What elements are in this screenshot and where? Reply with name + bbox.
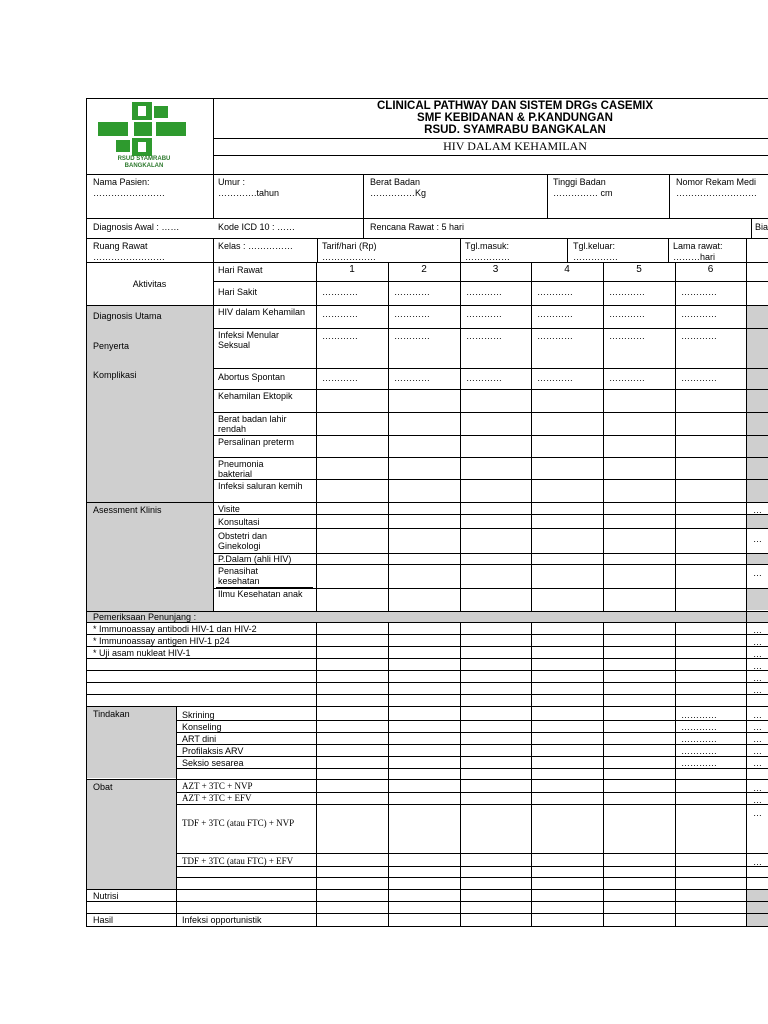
assesment-item: Obstetri dan Ginekologi [218, 531, 268, 551]
day-3: 3 [492, 264, 499, 275]
dots-cell[interactable]: ………… [466, 331, 502, 341]
dots-cell[interactable]: ………… [681, 309, 717, 319]
right-dots: … [753, 673, 762, 683]
document-subtitle: HIV DALAM KEHAMILAN [443, 139, 587, 153]
right-gray-konsultasi [746, 514, 768, 528]
penunjang-label: Pemeriksaan Penunjang : [93, 612, 197, 622]
rekam-medis-value[interactable]: ……………………… [676, 188, 757, 198]
rekam-medis-label: Nomor Rekam Medi [676, 177, 757, 187]
dots-cell[interactable]: ………… [322, 309, 358, 319]
assesment-item: P.Dalam (ahli HIV) [218, 554, 292, 564]
right-dots: … [753, 857, 762, 867]
assesment-item: Penasihat kesehatan [218, 566, 260, 586]
lama-rawat-label: Lama rawat: [673, 241, 723, 251]
assesment-label: Asessment Klinis [93, 505, 162, 515]
rencana-rawat: Rencana Rawat : 5 hari [370, 222, 465, 232]
dots-cell[interactable]: ………… [394, 373, 430, 383]
assesment-item: Ilmu Kesehatan anak [218, 589, 303, 599]
assesment-item: Visite [218, 504, 240, 514]
tindakan-item: Seksio sesarea [182, 758, 244, 768]
dots-cell[interactable]: ………… [681, 331, 717, 341]
dots-cell[interactable]: ………… [394, 309, 430, 319]
day-4: 4 [564, 264, 570, 275]
obat-label-gray [86, 779, 176, 889]
dots-cell[interactable]: ………… [537, 331, 573, 341]
right-dots: … [753, 734, 762, 744]
dots-cell[interactable]: ………… [681, 373, 717, 383]
dots-cell[interactable]: ………… [681, 746, 717, 756]
tindakan-item: Skrining [182, 710, 215, 720]
ruang-rawat-label: Ruang Rawat [93, 241, 148, 251]
header-title-1: CLINICAL PATHWAY DAN SISTEM DRGs CASEMIX [376, 100, 654, 112]
penyerta-label: Penyerta [93, 341, 130, 351]
umur-label: Umur : [218, 177, 245, 187]
dots-cell[interactable]: ………… [466, 287, 502, 297]
dots-cell[interactable]: ………… [394, 287, 430, 297]
nama-pasien-label: Nama Pasien: [93, 177, 150, 187]
hasil-item: Infeksi opportunistik [182, 915, 262, 925]
right-dots: … [753, 710, 762, 720]
penunjang-item: * Immunoassay antibodi HIV-1 dan HIV-2 [93, 624, 257, 634]
right-gray-ilmu [746, 588, 768, 610]
day-6: 6 [707, 264, 714, 275]
assesment-item: Konsultasi [218, 517, 260, 527]
assesment-label-gray [86, 502, 214, 611]
hari-rawat-label: Hari Rawat [218, 265, 263, 275]
diag-item: Pneumonia bakterial [218, 459, 264, 479]
right-dots: … [753, 568, 762, 578]
right-dots: … [753, 637, 762, 647]
diagnosis-utama-label: Diagnosis Utama [93, 311, 162, 321]
biaya-label: Bia [755, 222, 768, 232]
hasil-label: Hasil [93, 915, 114, 925]
dots-cell[interactable]: ………… [609, 309, 645, 319]
tindakan-item: Konseling [182, 722, 222, 732]
dots-cell[interactable]: ………… [322, 331, 358, 341]
dots-cell[interactable]: ………… [466, 373, 502, 383]
diagnosis-label-gray [86, 305, 214, 502]
tgl-keluar-label: Tgl.keluar: [573, 241, 616, 251]
dots-cell[interactable]: ………… [681, 722, 717, 732]
diag-item: HIV dalam Kehamilan [218, 307, 306, 317]
dots-cell[interactable]: ………… [681, 758, 717, 768]
tinggi-badan-value[interactable]: …………… cm [553, 188, 613, 198]
hari-sakit-label: Hari Sakit [218, 287, 258, 297]
right-dots: … [753, 685, 762, 695]
hospital-logo [94, 100, 194, 170]
dots-cell[interactable]: ………… [609, 331, 645, 341]
dots-cell[interactable]: ………… [466, 309, 502, 319]
umur-value[interactable]: ………….tahun [218, 188, 280, 198]
right-dots: … [753, 649, 762, 659]
diag-item: Abortus Spontan [218, 372, 286, 382]
berat-badan-label: Berat Badan [370, 177, 421, 187]
right-dots: … [753, 808, 762, 818]
obat-item: TDF + 3TC (atau FTC) + NVP [182, 818, 295, 828]
tindakan-item: ART dini [182, 734, 217, 744]
right-dots: … [753, 625, 762, 635]
right-dots: … [753, 505, 762, 515]
dots-cell[interactable]: ………… [609, 373, 645, 383]
obat-label: Obat [93, 782, 113, 792]
right-dots: … [753, 758, 762, 768]
nama-pasien-value[interactable]: …………………… [93, 188, 165, 198]
day-1: 1 [349, 264, 355, 275]
day-2: 2 [421, 264, 427, 275]
tgl-keluar-value[interactable]: …………… [573, 252, 618, 262]
logo-caption-1: RSUD SYAMRABU [117, 156, 171, 162]
berat-badan-value[interactable]: ……………Kg [370, 188, 427, 198]
logo-caption-2: BANGKALAN [124, 163, 164, 169]
dots-cell[interactable]: ………… [681, 734, 717, 744]
tarif-value[interactable]: ……………… [322, 252, 376, 262]
obat-item: AZT + 3TC + NVP [182, 781, 253, 791]
diag-item: Infeksi Menular Seksual [218, 330, 280, 350]
dots-cell[interactable]: ………… [681, 287, 717, 297]
dots-cell[interactable]: ………… [537, 287, 573, 297]
diag-item: Infeksi saluran kemih [218, 481, 303, 491]
dots-cell[interactable]: ………… [681, 710, 717, 720]
dots-cell[interactable]: ………… [322, 373, 358, 383]
tinggi-badan-label: Tinggi Badan [553, 177, 606, 187]
diag-item: Kehamilan Ektopik [218, 391, 293, 401]
right-dots: … [753, 661, 762, 671]
dots-cell[interactable]: ………… [394, 331, 430, 341]
diagnosis-awal[interactable]: Diagnosis Awal : …… [93, 222, 180, 232]
dots-cell[interactable]: ………… [609, 287, 645, 297]
penunjang-item: * Immunoassay antigen HIV-1 p24 [93, 636, 230, 646]
dots-cell[interactable]: ………… [537, 309, 573, 319]
ruang-rawat-value[interactable]: …………………… [93, 252, 165, 262]
diag-item: Berat badan lahir rendah [218, 414, 287, 434]
right-dots: … [753, 795, 762, 805]
right-gray-hasil [746, 913, 768, 926]
right-gray-pdalam [746, 553, 768, 564]
tgl-masuk-label: Tgl.masuk: [465, 241, 510, 251]
day-5: 5 [636, 264, 642, 275]
obat-item: TDF + 3TC (atau FTC) + EFV [182, 856, 294, 866]
dots-cell[interactable]: ………… [537, 373, 573, 383]
header-title-3: RSUD. SYAMRABU BANGKALAN [424, 124, 606, 136]
lama-rawat-value[interactable]: ………hari [673, 252, 716, 262]
komplikasi-label: Komplikasi [93, 370, 137, 380]
cross-logo-icon [94, 100, 194, 158]
right-dots: … [753, 783, 762, 793]
penunjang-item: * Uji asam nukleat HIV-1 [93, 648, 191, 658]
right-column-gray [746, 305, 768, 502]
right-dots: … [753, 746, 762, 756]
kelas-field[interactable]: Kelas : …………… [218, 241, 294, 251]
tgl-masuk-value[interactable]: …………… [465, 252, 510, 262]
tindakan-label: Tindakan [93, 709, 130, 719]
header-title-2: SMF KEBIDANAN & P.KANDUNGAN [417, 112, 613, 124]
tarif-label: Tarif/hari (Rp) [322, 241, 377, 251]
aktivitas-label: Aktivitas [132, 279, 167, 289]
right-dots: … [753, 534, 762, 544]
dots-cell[interactable]: ………… [322, 287, 358, 297]
tindakan-item: Profilaksis ARV [182, 746, 244, 756]
diag-item: Persalinan preterm [218, 437, 295, 447]
nutrisi-label: Nutrisi [93, 891, 119, 901]
obat-item: AZT + 3TC + EFV [182, 793, 252, 803]
right-dots: … [753, 722, 762, 732]
kode-icd[interactable]: Kode ICD 10 : …… [218, 222, 296, 232]
